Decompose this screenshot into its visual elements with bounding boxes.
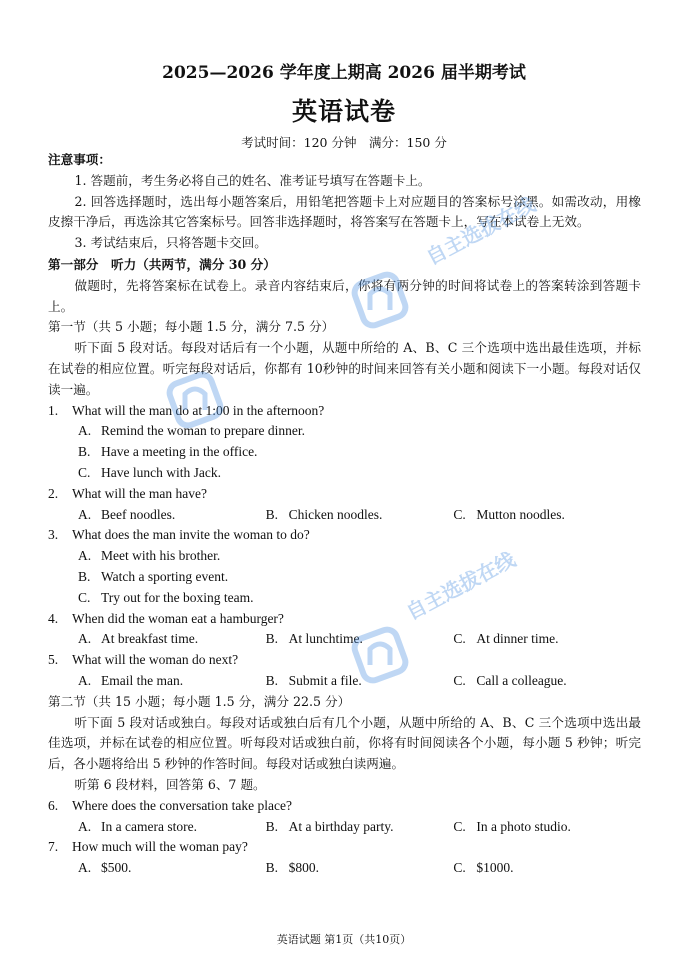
- exam-info: 考试时间：120 分钟 满分：150 分: [241, 135, 447, 150]
- answer-option: C. $1000.: [453, 860, 514, 876]
- section1-intro: 听下面 5 段对话。每段对话后有一个小题，从题中所给的 A、B、C 三个选项中选出最佳选项，并标在试卷的相应位置。听完每段对话后，你都有 10秒钟的时间来回答有关小题和阅读下一小题。每段对话仅读一遍。: [48, 340, 641, 397]
- notice-heading: 注意事项：: [48, 152, 111, 167]
- question-text: What does the man invite the woman to do?: [72, 527, 310, 543]
- answer-option: B. $800.: [265, 860, 320, 876]
- answer-option: B. Watch a sporting event.: [78, 568, 229, 584]
- question: [48, 525, 641, 608]
- question-text: How much will the woman pay?: [72, 839, 248, 855]
- answer-option: B. At a birthday party.: [265, 818, 394, 834]
- question-number: 5.: [48, 652, 59, 668]
- answer-option: A. At breakfast time.: [78, 631, 199, 647]
- question: [48, 796, 641, 838]
- section2-heading: 第二节（共 15 小题；每小题 1.5 分，满分 22.5 分）: [48, 693, 351, 709]
- page-footer: 英语试题 第1页（共10页）: [276, 933, 412, 946]
- answer-option: C. At dinner time.: [453, 631, 559, 647]
- answer-option: C. In a photo studio.: [453, 818, 571, 834]
- question-number: 2.: [48, 485, 59, 501]
- question: [48, 484, 641, 526]
- exam-title: 2025—2026 学年度上期高 2026 届半期考试: [162, 63, 526, 83]
- watermark-text: 自主选拔在线: [422, 192, 540, 270]
- question-text: What will the man do at 1:00 in the afternoon?: [72, 402, 325, 418]
- section2-intro: 听下面 5 段对话或独白。每段对话或独白后有几个小题，从题中所给的 A、B、C 三个选项中选出最佳选项，并标在试卷的相应位置。听每段对话或独白前，你将有时间阅读各个小题，每小题 5 秒钟；听完后，各小题将给出 5 秒钟的作答时间。每段对话或独白读两遍。: [48, 714, 641, 772]
- section1-heading: 第一节（共 5 小题；每小题 1.5 分，满分 7.5 分）: [48, 319, 335, 335]
- answer-option: A. In a camera store.: [78, 818, 197, 834]
- material-note: 听第 6 段材料，回答第 6、7 题。: [74, 776, 266, 792]
- answer-option: A. Beef noodles.: [78, 506, 176, 522]
- question: [48, 401, 641, 484]
- watermark-text: 自主选拔在线: [402, 547, 520, 625]
- subject-title: 英语试卷: [291, 97, 396, 126]
- exam-content: [48, 150, 641, 879]
- question-number: 4.: [48, 610, 59, 626]
- notice-item: 3. 考试结束后，只将答题卡交回。: [74, 235, 267, 251]
- question: [48, 837, 641, 879]
- answer-option: A. $500.: [78, 860, 132, 876]
- question-text: When did the woman eat a hamburger?: [72, 610, 284, 626]
- answer-option: A. Remind the woman to prepare dinner.: [78, 423, 305, 439]
- answer-option: B. Have a meeting in the office.: [78, 444, 258, 460]
- question-number: 6.: [48, 797, 59, 813]
- question-text: What will the man have?: [72, 485, 207, 501]
- answer-option: A. Email the man.: [78, 672, 184, 688]
- question-text: What will the woman do next?: [72, 652, 239, 668]
- question: [48, 650, 641, 692]
- notice-item: 2. 回答选择题时，选出每小题答案后，用铅笔把答题卡上对应题目的答案标号涂黑。如需改动，用橡皮擦干净后，再选涂其它答案标号。回答非选择题时，将答案写在答题卡上，写在本试卷上无效。: [48, 193, 641, 230]
- question: [48, 609, 641, 651]
- question-number: 1.: [48, 402, 59, 418]
- answer-option: B. At lunchtime.: [265, 631, 363, 647]
- answer-option: A. Meet with his brother.: [78, 548, 221, 564]
- part1-intro: 做题时，先将答案标在试卷上。录音内容结束后，你将有两分钟的时间将试卷上的答案转涂到答题卡上。: [48, 277, 641, 314]
- part1-heading: 第一部分 听力（共两节，满分 30 分）: [48, 256, 276, 272]
- answer-option: C. Try out for the boxing team.: [78, 589, 254, 605]
- notice-item: 1. 答题前，考生务必将自己的姓名、准考证号填写在答题卡上。: [74, 172, 431, 188]
- answer-option: B. Chicken noodles.: [265, 506, 383, 522]
- question-number: 3.: [48, 527, 59, 543]
- question-text: Where does the conversation take place?: [72, 797, 293, 813]
- answer-option: C. Mutton noodles.: [453, 506, 565, 522]
- answer-option: C. Have lunch with Jack.: [78, 464, 221, 480]
- question-number: 7.: [48, 839, 59, 855]
- answer-option: C. Call a colleague.: [453, 672, 567, 688]
- answer-option: B. Submit a file.: [265, 672, 362, 688]
